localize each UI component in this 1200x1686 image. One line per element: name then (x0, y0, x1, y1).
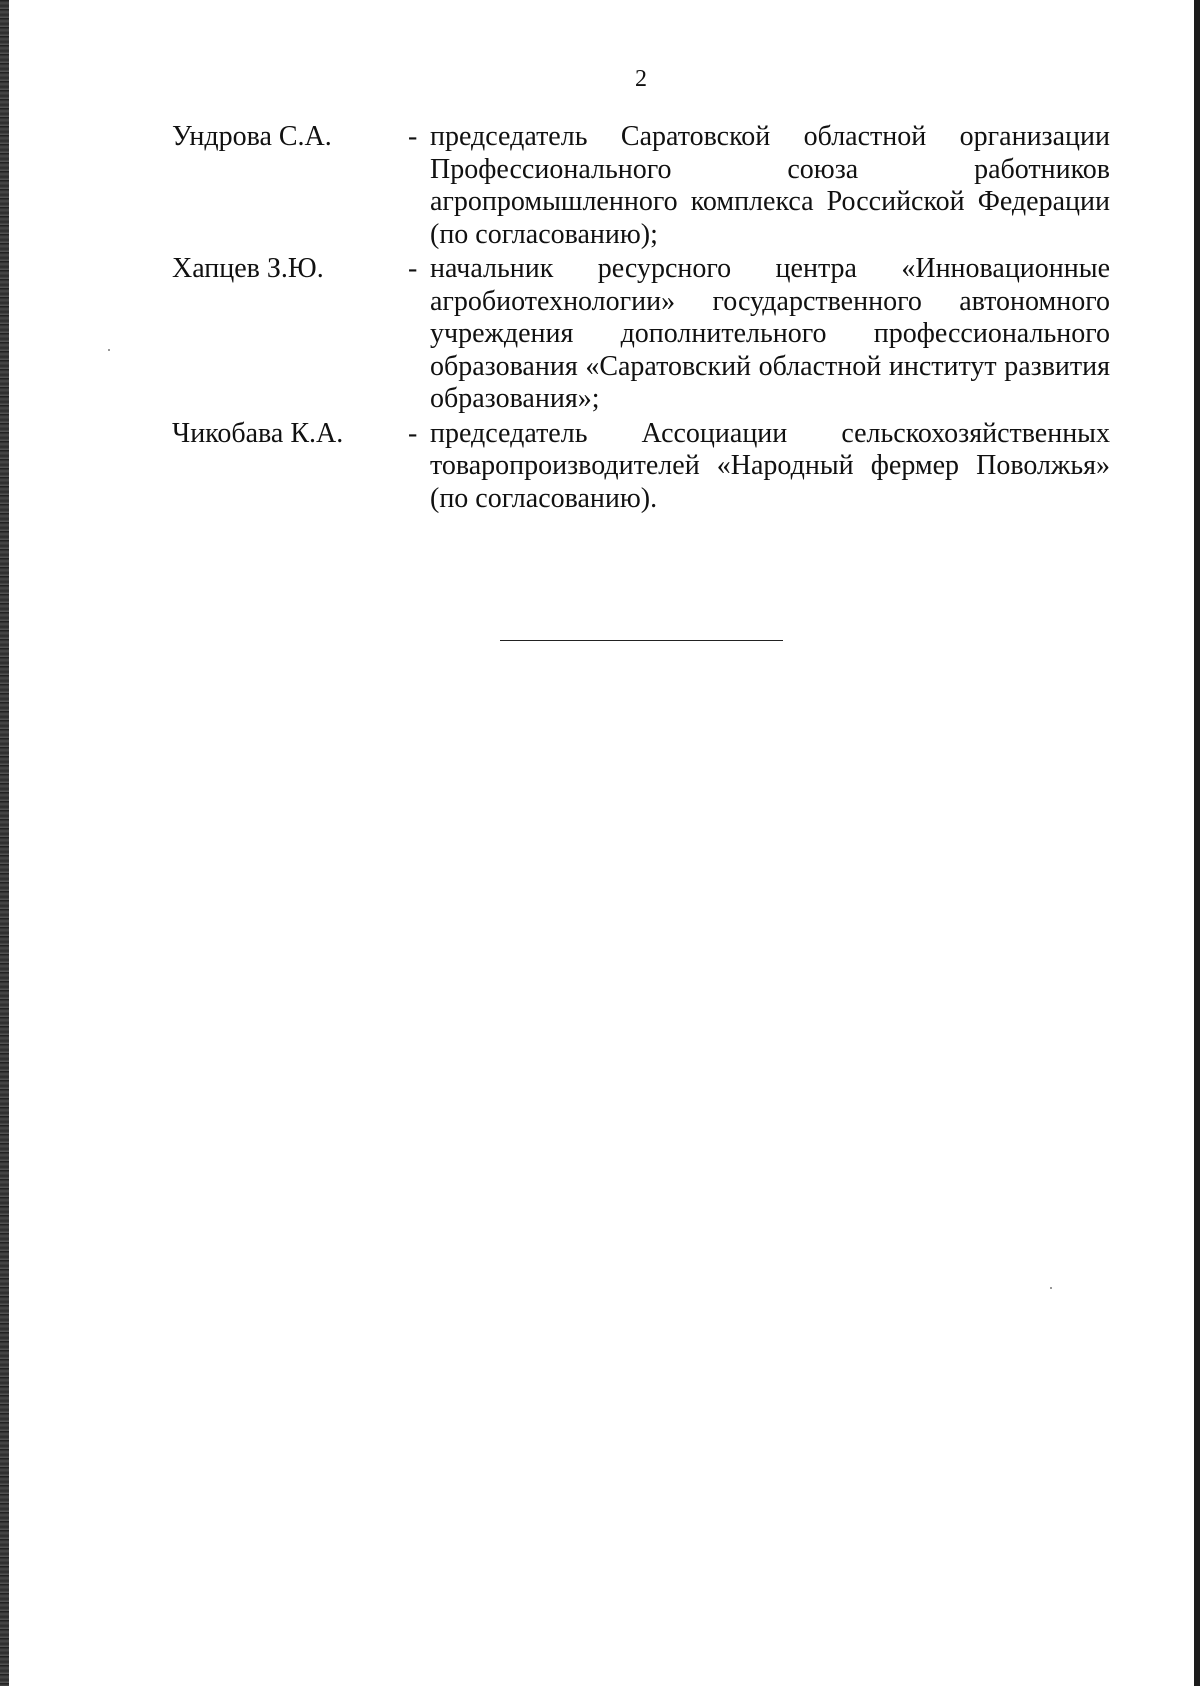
end-separator-line (500, 640, 783, 641)
page-number: 2 (635, 66, 647, 92)
member-description: председатель Ассоциации сельскохозяйственных товаропроизводителей «Народный фермер Поволжья» (по согласованию). (430, 417, 1110, 514)
member-dash: - (408, 121, 418, 152)
member-description: председатель Саратовской областной организации Профессионального союза работников агропромышленного комплекса Российской Федерации (по согласованию); (430, 121, 1110, 250)
scan-edge-right (1194, 0, 1200, 1686)
member-entry (172, 121, 1110, 251)
member-name: Чикобава К.А. (172, 417, 344, 449)
member-dash: - (408, 253, 418, 284)
member-list (172, 121, 1110, 517)
member-description: начальник ресурсного центра «Инновационные агробиотехнологии» государственного автономного учреждения дополнительного профессионального образования «Саратовский областной институт развития образования»; (430, 253, 1110, 414)
scan-edge-left (0, 0, 9, 1686)
member-name: Хапцев З.Ю. (172, 253, 324, 284)
member-entry (172, 418, 1110, 516)
member-dash: - (408, 417, 418, 449)
member-entry (172, 253, 1110, 416)
scan-speck (108, 349, 110, 351)
scan-speck (1050, 1287, 1052, 1289)
member-name: Ундрова С.А. (172, 121, 332, 152)
